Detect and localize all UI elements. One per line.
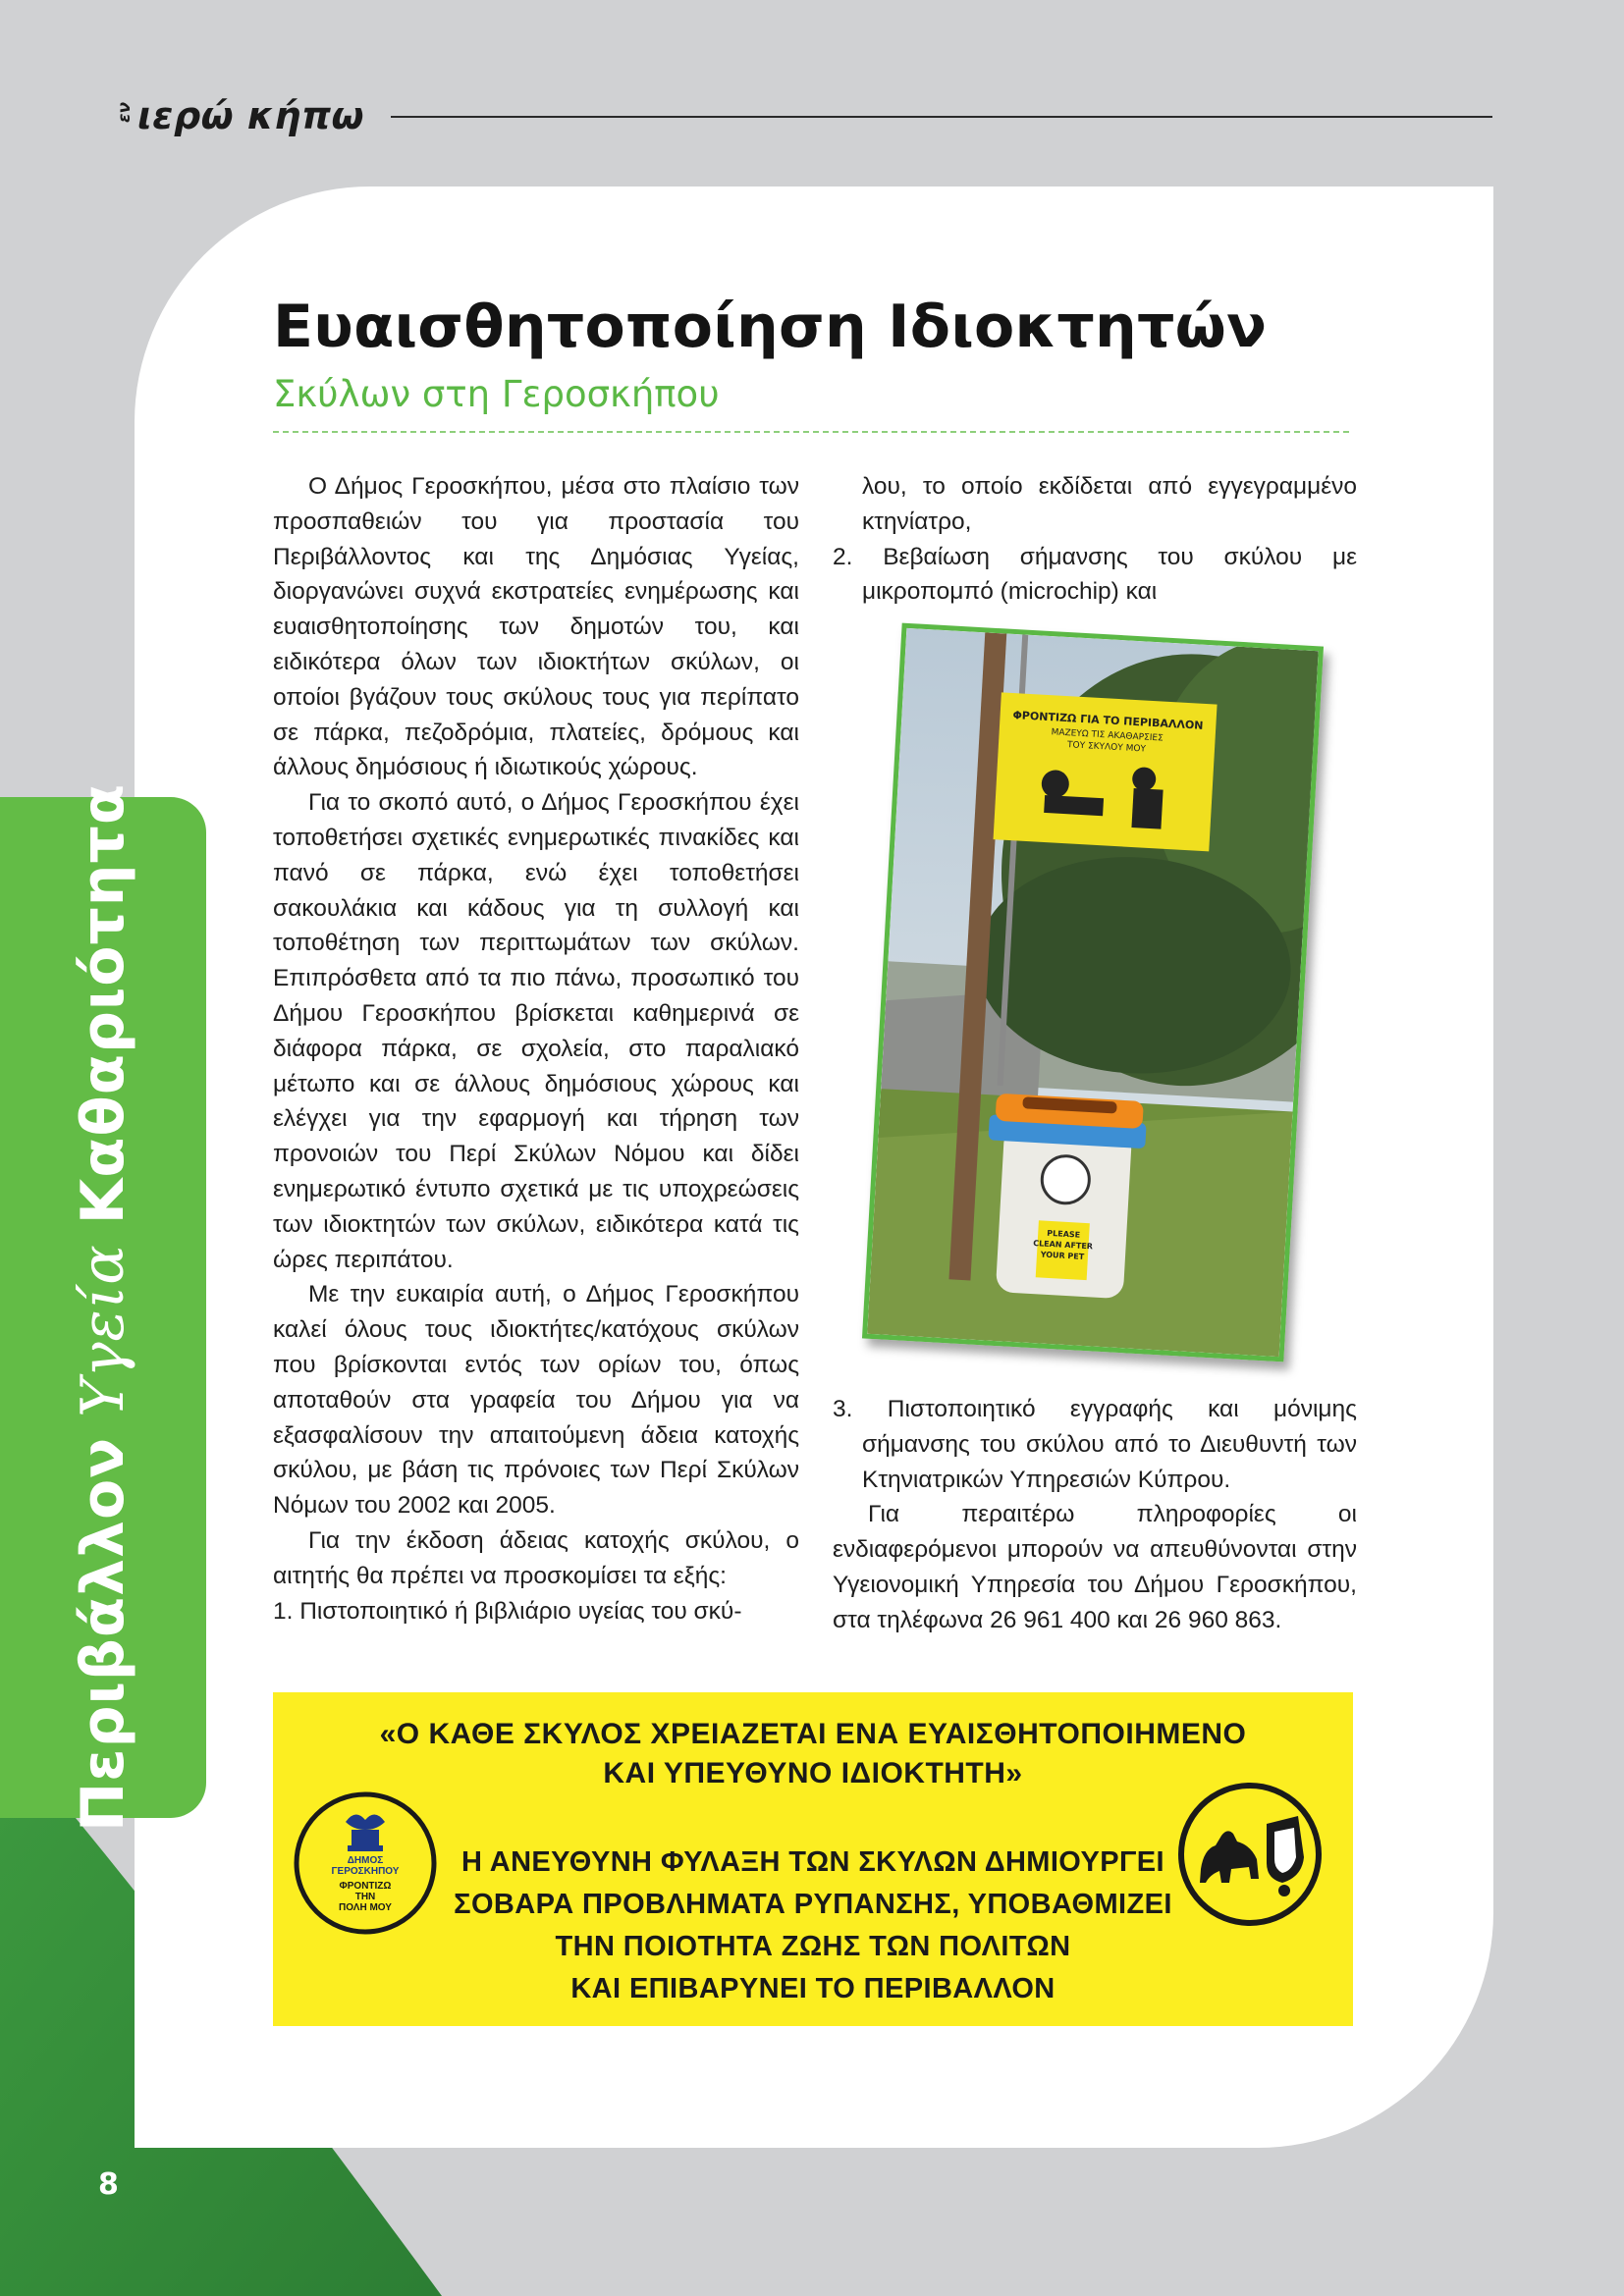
logo-name — [293, 1855, 438, 1877]
section-label-part2: Υγεία — [69, 1244, 137, 1417]
right-column-top — [833, 469, 1357, 610]
awareness-banner — [273, 1692, 1353, 2026]
logo-name-line: ΔΗΜΟΣ — [347, 1855, 384, 1866]
sign-text-3: ΤΟΥ ΣΚΥΛΟΥ ΜΟΥ — [1066, 740, 1147, 755]
section-label-part3: Καθαριότητα — [69, 782, 137, 1225]
masthead-rule — [391, 116, 1492, 118]
section-label-part1: Περιβάλλον — [69, 1436, 137, 1833]
article-subtitle: Σκύλων στη Γεροσκήπου — [273, 373, 720, 415]
bin-text-2: CLEAN AFTER — [1032, 1239, 1094, 1252]
banner-message-line: Η ΑΝΕΥΘΥΝΗ ΦΥΛΑΞΗ ΤΩΝ ΣΚΥΛΩΝ ΔΗΜΙΟΥΡΓΕΙ — [461, 1846, 1164, 1878]
article-title: Ευαισθητοποίηση Ιδιοκτητών — [273, 293, 1268, 361]
park-photo-image — [867, 628, 1319, 1357]
paragraph: Με την ευκαιρία αυτή, ο Δήμος Γεροσκήπου καλεί όλους τους ιδιοκτήτες/κατόχους σκύλων που βρίσκονται εντός των ορίων του, όπως αποταθούν στα γραφεία του Δήμου για να εξασφαλίσουν την απαιτούμενη άδεια κατοχής σκύλου, με βάση τις πρόνοιες των Περί Σκύλων Νόμων του 2002 και 2005. — [273, 1281, 799, 1520]
logo-motto — [293, 1881, 438, 1913]
right-column-bottom — [833, 1392, 1357, 1638]
logo-motto-line: ΦΡΟΝΤΙΖΩ — [339, 1881, 392, 1892]
paragraph: Για το σκοπό αυτό, ο Δήμος Γεροσκήπου έχει τοποθετήσει σχετικές ενημερωτικές πινακίδες και πανό σε πάρκα, ενώ έχει τοποθετήσει σακουλάκια και κάδους για τη συλλογή και τοποθέτηση των περιττωμάτων των σκύλων. Επιπρόσθετα από τα πιο πάνω, προσωπικό του Δήμου Γεροσκήπου βρίσκεται καθημερινά σε διάφορα πάρκα, σε σχολεία, στο παραλιακό μέτωπο και σε άλλους δημόσιους χώρους και ελέγχει για την εφαρμογή και τήρηση των προνοιών του Περί Σκύλων Νόμου και δίδει ενημερωτικό έντυπο σχετικά με τις υποχρεώσεις των ιδιοκτητών των σκύλων, ειδικότερα κατά τις ώρες περιπάτου. — [273, 789, 799, 1273]
title-divider — [273, 431, 1349, 433]
dog-waste-icon — [1176, 1781, 1324, 1928]
sign-text-2: ΜΑΖΕΥΩ ΤΙΣ ΑΚΑΘΑΡΣΙΕΣ — [1051, 727, 1164, 744]
list-item-2: 2. Βεβαίωση σήμανσης του σκύλου με μικροπομπό (microchip) και — [833, 543, 1357, 606]
list-item-1-start: 1. Πιστοποιητικό ή βιβλιάριο υγείας του σκύ- — [273, 1597, 742, 1625]
logo-motto-line: ΤΗΝ — [354, 1892, 376, 1902]
banner-slogan-line2: ΚΑΙ ΥΠΕΥΘΥΝΟ ΙΔΙΟΚΤΗΤΗ» — [603, 1757, 1023, 1789]
closing-paragraph: Για περαιτέρω πληροφορίες οι ενδιαφερόμενοι μπορούν να απευθύνονται στην Υγειονομική Υπηρεσία του Δήμου Γεροσκήπου, στα τηλέφωνα 26 961 400 και 26 960 863. — [833, 1501, 1357, 1633]
logo-motto-line: ΠΟΛΗ ΜΟΥ — [339, 1902, 392, 1913]
logo-name-line: ΓΕΡΟΣΚΗΠΟΥ — [331, 1866, 400, 1877]
banner-message-line: ΤΗΝ ΠΟΙΟΤΗΤΑ ΖΩΗΣ ΤΩΝ ΠΟΛΙΤΩΝ — [555, 1931, 1071, 1962]
banner-message-line: ΣΟΒΑΡΑ ΠΡΟΒΛΗΜΑΤΑ ΡΥΠΑΝΣΗΣ, ΥΠΟΒΑΘΜΙΖΕΙ — [454, 1889, 1172, 1920]
banner-message — [420, 1842, 1206, 2010]
masthead-title: ιερώ κήπω — [137, 94, 365, 137]
list-item-1-end: λου, το οποίο εκδίδεται από εγγεγραμμένο κτηνίατρο, — [862, 473, 1357, 535]
banner-slogan-line1: «Ο ΚΑΘΕ ΣΚΥΛΟΣ ΧΡΕΙΑΖΕΤΑΙ ΕΝΑ ΕΥΑΙΣΘΗΤΟΠΟΙΗΜΕΝΟ — [379, 1718, 1247, 1750]
sign-text-1: ΦΡΟΝΤΙΖΩ ΓΙΑ ΤΟ ΠΕΡΙΒΑΛΛΟΝ — [1012, 709, 1204, 732]
banner-message-line: ΚΑΙ ΕΠΙΒΑΡΥΝΕΙ ΤΟ ΠΕΡΙΒΑΛΛΟΝ — [570, 1973, 1056, 2004]
masthead — [115, 94, 365, 137]
list-item-3: 3. Πιστοποιητικό εγγραφής και μόνιμης σήμανσης του σκύλου από το Διευθυντή των Κτηνιατρικών Υπηρεσιών Κύπρου. — [833, 1396, 1357, 1493]
park-photo — [862, 623, 1324, 1362]
left-column — [273, 469, 799, 1629]
bin-text-1: PLEASE — [1047, 1228, 1081, 1240]
section-label — [69, 783, 137, 1832]
masthead-prefix: εν — [115, 101, 135, 123]
paragraph: Για την έκδοση άδειας κατοχής σκύλου, ο αιτητής θα πρέπει να προσκομίσει τα εξής: — [273, 1526, 799, 1589]
page-number: 8 — [98, 2167, 119, 2202]
paragraph: Ο Δήμος Γεροσκήπου, μέσα στο πλαίσιο των προσπαθειών του για προστασία του Περιβάλλοντος και της Δημόσιας Υγείας, διοργανώνει συχνά εκστρατείες ενημέρωσης και ευαισθητοποίησης των δημοτών του, και ειδικότερα όλων των ιδιοκτήτων σκύλων, οι οποίοι βγάζουν τους σκύλους τους για περίπατο σε πάρκα, πεζοδρόμια, πλατείες, δρόμους και άλλους δημόσιους ή ιδιωτικούς χώρους. — [273, 473, 799, 781]
bin-text-3: YOUR PET — [1040, 1250, 1085, 1261]
